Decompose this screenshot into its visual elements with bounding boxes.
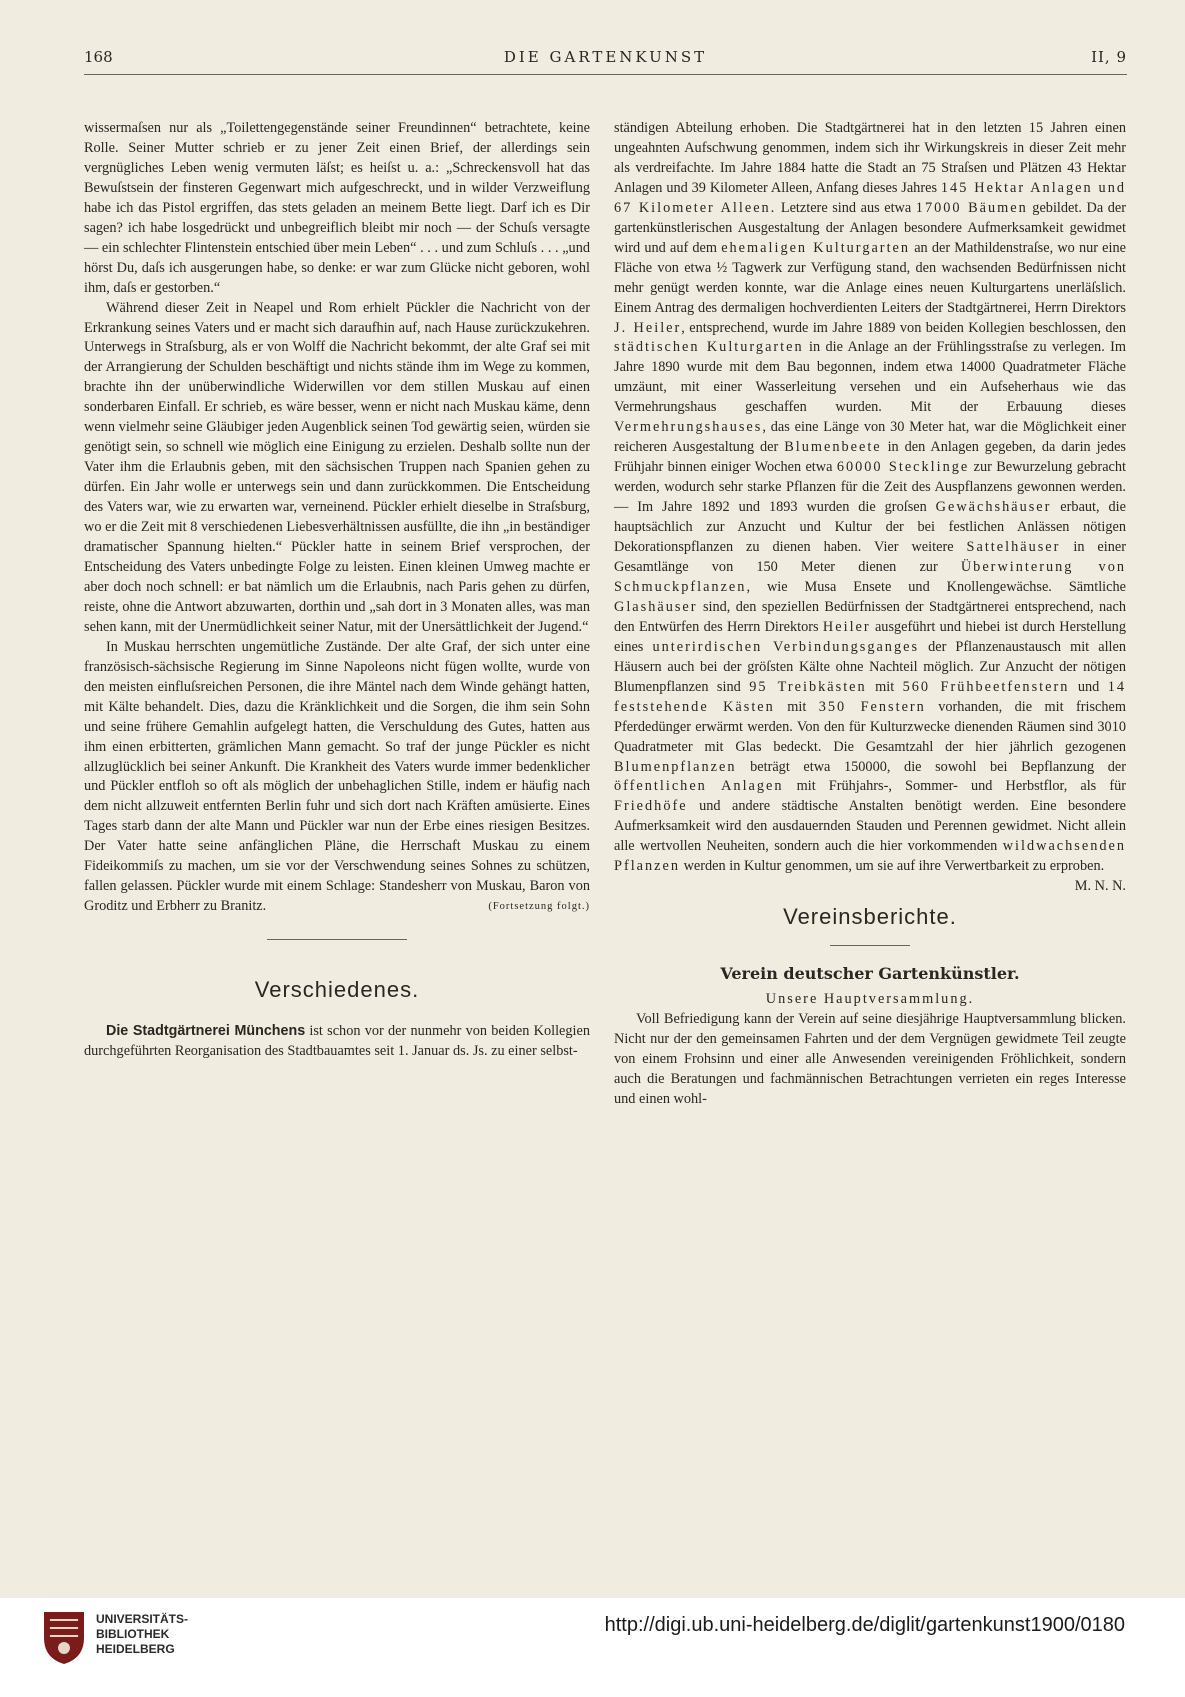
paragraph-text: In Muskau herrschten ungemütliche Zustände. Der alte Graf, der sich unter eine französisch-sächsische Regierung im Sinne Napoleons nicht fügen wollte, wurde von den meisten einfluſsreichen Personen, die ihre Mäntel nach dem Winde gehängt hatten, mit Kälte behandelt. Dies, dazu die Kränklichkeit und die Sorgen, die ihm sein Sohn und seine frühere Gemahlin aufgelegt hatten, die Verschuldung des Gutes, hatten aus ihm einen erbitterten, grämlichen Mann gemacht. So traf der junge Pückler es nicht allzuglücklich bei seiner Ankunft. Die Krankheit des Vaters wurde immer bedenklicher und Pückler entfloh so oft als möglich der unbehaglichen Stille, indem er häufig nach dem nicht allzuweit entfernten Berlin fuhr und sich dort nach Kräften amüsierte. Eines Tages starb dann der alte Mann und Pückler war nun der Erbe eines riesigen Besitzes. Der Vater hatte seine anfänglichen Pläne, die Herrschaft Muskau zu einem Fideikommiſs zu machen, um sie vor der Verschwendung seines Sohnes zu schützen, fallen gelassen. Pückler wurde mit einem Schlage: Standesherr von Muskau, Baron von Groditz und Erbherr zu Branitz. — [84, 638, 590, 915]
page-number: 168 — [84, 48, 113, 66]
section-title-verschiedenes: Verschiedenes. — [254, 977, 420, 1003]
left-column — [84, 119, 590, 1062]
paragraph: Voll Befriedigung kann der Verein auf seine diesjährige Hauptversammlung blicken. Nicht nur der den gemeinsamen Fahrten und der dem Vergnügen gewidmete Teil zeugte von einem Frohsinn und einer alle Anwesenden vereinigenden Fröhlichkeit, sondern auch die Beratungen und fachmännischen Betrachtungen verrieten ein reges Interesse und einen wohl- — [614, 1011, 1126, 1107]
author-signature: M. N. N. — [1074, 878, 1126, 895]
right-column — [614, 119, 1126, 1110]
university-seal-icon — [40, 1608, 88, 1666]
continuation-note: (Fortsetzung folgt.) — [488, 901, 590, 913]
paragraph-text: ist schon vor der nunmehr von beiden Kollegien durchgeführten Reorganisation des Stadtbauamtes seit 1. Januar ds. Js. zu einer selbst- — [84, 1023, 591, 1060]
header-rule — [84, 74, 1127, 75]
paragraph — [84, 1022, 590, 1062]
issue-number: II, 9 — [1091, 48, 1127, 66]
article-lead: Die Stadtgärtnerei Münchens — [106, 1023, 306, 1040]
divider — [830, 945, 910, 946]
divider — [267, 939, 407, 940]
paragraph: ständigen Abteilung erhoben. Die Stadtgärtnerei hat in den letzten 15 Jahren einen ungeahnten Aufschwung genommen, indem sich ihr Wirkungskreis in dieser Zeit mehr als verdreifachte. Im Jahre 1884 hatte die Stadt an 75 Straſsen und Plätzen 43 Hektar Anlagen und 39 Kilometer Alleen, Anfang dieses Jahres 145 Hektar Anlagen und 67 Kilometer Alleen. Letztere sind aus etwa 17000 Bäumen gebildet. Da der gartenkünstlerischen Ausgestaltung der Anlagen besondere Aufmerksamkeit gewidmet wird und auf dem ehemaligen Kulturgarten an der Mathildenstraſse, wo nur eine Fläche von etwa ½ Tagwerk zur Verfügung stand, den wachsenden Bedürfnissen nicht mehr genügt werden konnte, war die Anlage eines neuen Kulturgartens unerläſslich. Einem Antrag des dermaligen hochverdienten Leiters der Stadtgärtnerei, Herrn Direktors J. Heiler, entsprechend, wurde im Jahre 1889 von beiden Kollegien beschlossen, den städtischen Kulturgarten in die Anlage an der Frühlingsstraſse zu verlegen. Im Jahre 1890 wurde mit dem Bau begonnen, indem etwa 14000 Quadratmeter Fläche umzäunt, mit einer Wasserleitung versehen und ein Aufseherhaus wie das Vermehrungshaus geschaffen wurden. Mit der Erbauung dieses Vermehrungshauses, das eine Länge von 30 Meter hat, war die Möglichkeit einer reicheren Ausgestaltung der Blumenbeete in den Anlagen gegeben, da darin jedes Frühjahr binnen einiger Wochen etwa 60000 Stecklinge zur Bewurzelung gebracht werden, wodurch sehr starke Pflanzen für die Zeit des Auspflanzens gewonnen werden. — Im Jahre 1892 und 1893 wurden die groſsen Gewächshäuser erbaut, die hauptsächlich zur Anzucht und Kultur der bei festlichen Anlässen nötigen Dekorationspflanzen zu dienen haben. Vier weitere Sattelhäuser in einer Gesamtlänge von 150 Meter dienen zur Überwinterung von Schmuckpflanzen, wie Musa Ensete und Knollengewächse. Sämtliche Glashäuser sind, den speziellen Bedürfnissen der Stadtgärtnerei entsprechend, nach den Entwürfen des Herrn Direktors Heiler ausgeführt und hiebei ist durch Herstellung eines unterirdischen Verbindungsganges der Pflanzenaustausch mit allen Häusern auch bei der gröſsten Kälte ohne Nachteil möglich. Zur Anzucht der nötigen Blumenpflanzen sind 95 Treibkästen mit 560 Frühbeetfenstern und 14 feststehende Kästen mit 350 Fenstern vorhanden, die mit frischem Pferdedünger erwärmt werden. Von den für Kulturzwecke dienenden Räumen sind 3010 Quadratmeter mit Glas bedeckt. Die Gesamtzahl der hier jährlich gezogenen Blumenpflanzen beträgt etwa 150000, die sowohl bei Bepflanzung der öffentlichen Anlagen mit Frühjahrs-, Sommer- und Herbstflor, als für Friedhöfe und andere städtische Anstalten benötigt werden. Eine besondere Aufmerksamkeit wird den ausdauernden Stauden und Perennen gewidmet. Nicht allein alle wertvollen Neuheiten, sondern auch die hier vorkommenden wildwachsenden Pflanzen werden in Kultur genommen, um sie auf ihre Verwertbarkeit zu erproben. M. N. N. — [614, 119, 1126, 877]
library-footer — [0, 1598, 1185, 1697]
paragraph — [84, 638, 590, 917]
section-title-vereinsberichte: Vereinsberichte. — [783, 904, 957, 930]
meeting-title: Unsere Hauptversammlung. — [765, 991, 975, 1008]
source-url-link[interactable]: http://digi.ub.uni-heidelberg.de/diglit/gartenkunst1900/0180 — [604, 1614, 1125, 1636]
paragraph: Während dieser Zeit in Neapel und Rom erhielt Pückler die Nachricht von der Erkrankung seines Vaters und er macht sich daraufhin auf, nach Hause zurückzukehren. Unterwegs in Straſsburg, als er von Wolff die Nachricht bekommt, der alte Graf sei mit der Arrangierung der Schulden beschäftigt und nichts stände ihm im Wege zu kommen, brachte ihn der unüberwindliche Widerwillen vor dem stillen Muskau auf einen sonderbaren Einfall. Er schrieb, es wäre besser, wenn er nicht nach Muskau käme, denn wenn vielmehr seine Gläubiger jeden Augenblick seinen Tod gewärtig seien, würden sie genötigt sein, so schnell wie möglich eine Einigung zu erzielen. Deshalb sollte nun der Vater ihm die Erlaubnis geben, mit den sächsischen Truppen nach Spanien gehen zu dürfen. Ein Jahr wolle er unterwegs sein und dann zurückkommen. Die Entscheidung des Vaters war, wie zu erwarten war, verneinend. Pückler erhielt dieselbe in Straſsburg, wo er die Zeit mit 8 verschiedenen Liebesverhältnissen ausfüllte, die ihn „in beständiger dramatischer Spannung hielten.“ Pückler hatte in seinem Brief versprochen, der Entscheidung des Vaters unbedingte Folge zu leisten. Einen kleinen Umweg machte er aber doch noch schnell: er bat nämlich um die Erlaubnis, nach Paris gehen zu dürfen, reiste, ohne die Antwort abzuwarten, dorthin und „sah dort in 3 Monaten alles, was man sehen kann, mit der Unermüdlichkeit seiner Natur, mit der Unersättlichkeit der Jugend.“ — [84, 299, 590, 635]
society-title: Verein deutscher Gartenkünstler. — [720, 964, 1020, 984]
library-name: UNIVERSITÄTS- BIBLIOTHEK HEIDELBERG — [96, 1612, 189, 1656]
paragraph: wissermaſsen nur als „Toilettengegenstände seiner Freundinnen“ betrachtete, keine Rolle. Seiner Mutter schrieb er zu jener Zeit einen Brief, der allerdings sein vergnügliches Leben wenig vermuten läſst; es heiſst u. a.: „Schreckensvoll hat das Bewuſstsein der finsteren Gegenwart mich aufgeschreckt, und in wilder Verzweiflung habe ich das Pistol ergriffen, das stets geladen an meinem Bette liegt. Darf ich es Dir sagen? ich habe losgedrückt und unbegreiflich bleibt mir noch — der Schuſs versagte — ein schlechter Flintenstein entschied über mein Leben“ . . . und zum Schluſs . . . „und hörst Du, daſs ich ausgerungen habe, so denke: er war zum Glücke nicht geboren, wohl ihm, daſs er gestorben.“ — [84, 120, 590, 296]
journal-title: DIE GARTENKUNST — [503, 48, 708, 66]
running-header — [84, 48, 1127, 72]
